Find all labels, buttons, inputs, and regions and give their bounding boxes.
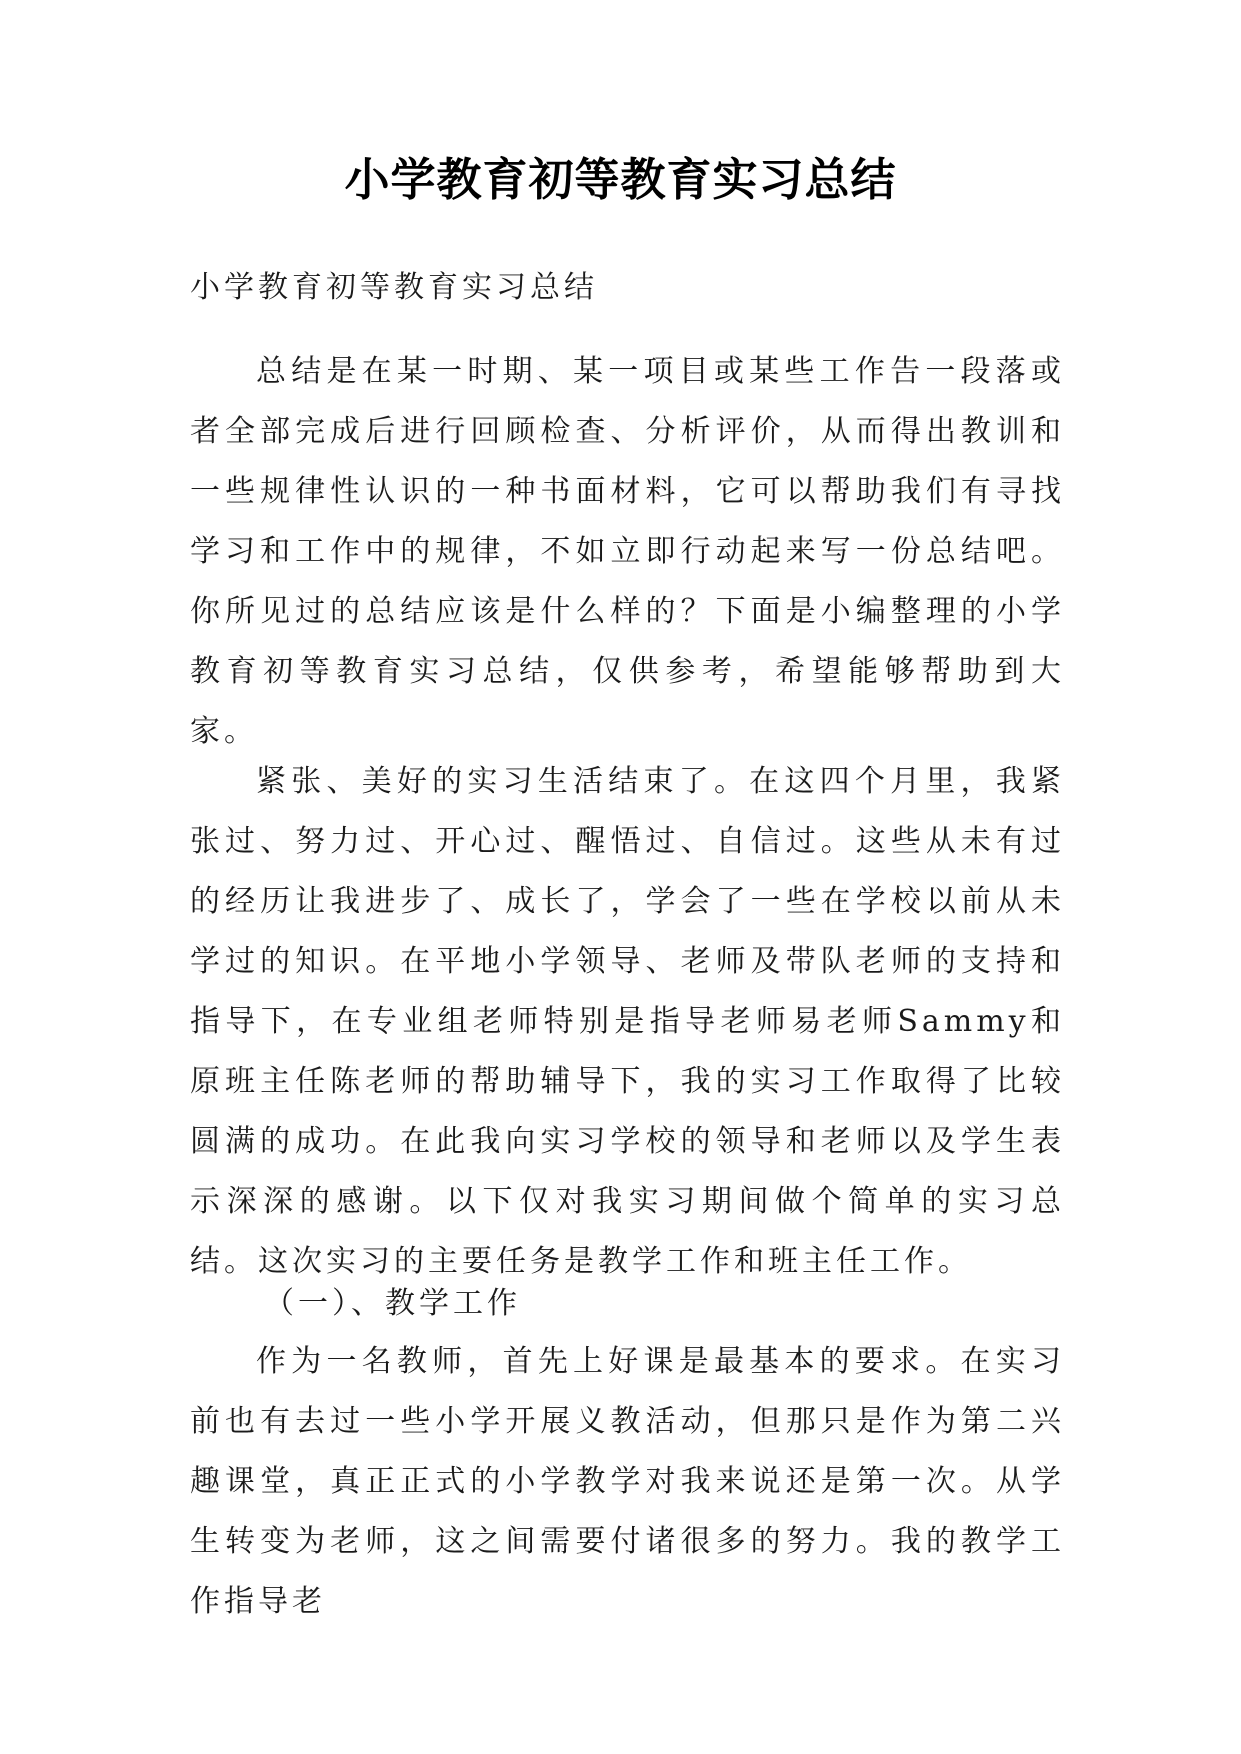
body-paragraph: 紧张、美好的实习生活结束了。在这四个月里，我紧张过、努力过、开心过、醒悟过、自信过。这些从未有过的经历让我进步了、成长了，学会了一些在学校以前从未学过的知识。在平地小学领导、老师及带队老师的支持和指导下，在专业组老师特别是指导老师易老师Sammy和原班主任陈老师的帮助辅导下，我的实习工作取得了比较圆满的成功。在此我向实习学校的领导和老师以及学生表示深深的感谢。以下仅对我实习期间做个简单的实习总结。这次实习的主要任务是教学工作和班主任工作。: [190, 764, 1065, 1279]
body-paragraph: 作为一名教师，首先上好课是最基本的要求。在实习前也有去过一些小学开展义教活动，但那只是作为第二兴趣课堂，真正正式的小学教学对我来说还是第一次。从学生转变为老师，这之间需要付诸很多的努力。我的教学工作指导老: [190, 1344, 1065, 1619]
document-subtitle: 小学教育初等教育实习总结: [190, 270, 598, 305]
intro-paragraph: 总结是在某一时期、某一项目或某些工作告一段落或者全部完成后进行回顾检查、分析评价，从而得出教训和一些规律性认识的一种书面材料，它可以帮助我们有寻找学习和工作中的规律，不如立即行动起来写一份总结吧。你所见过的总结应该是什么样的？下面是小编整理的小学教育初等教育实习总结，仅供参考，希望能够帮助到大家。: [190, 354, 1065, 749]
document-title: 小学教育初等教育实习总结: [344, 153, 897, 206]
section-heading: （一）、教学工作: [264, 1286, 521, 1321]
